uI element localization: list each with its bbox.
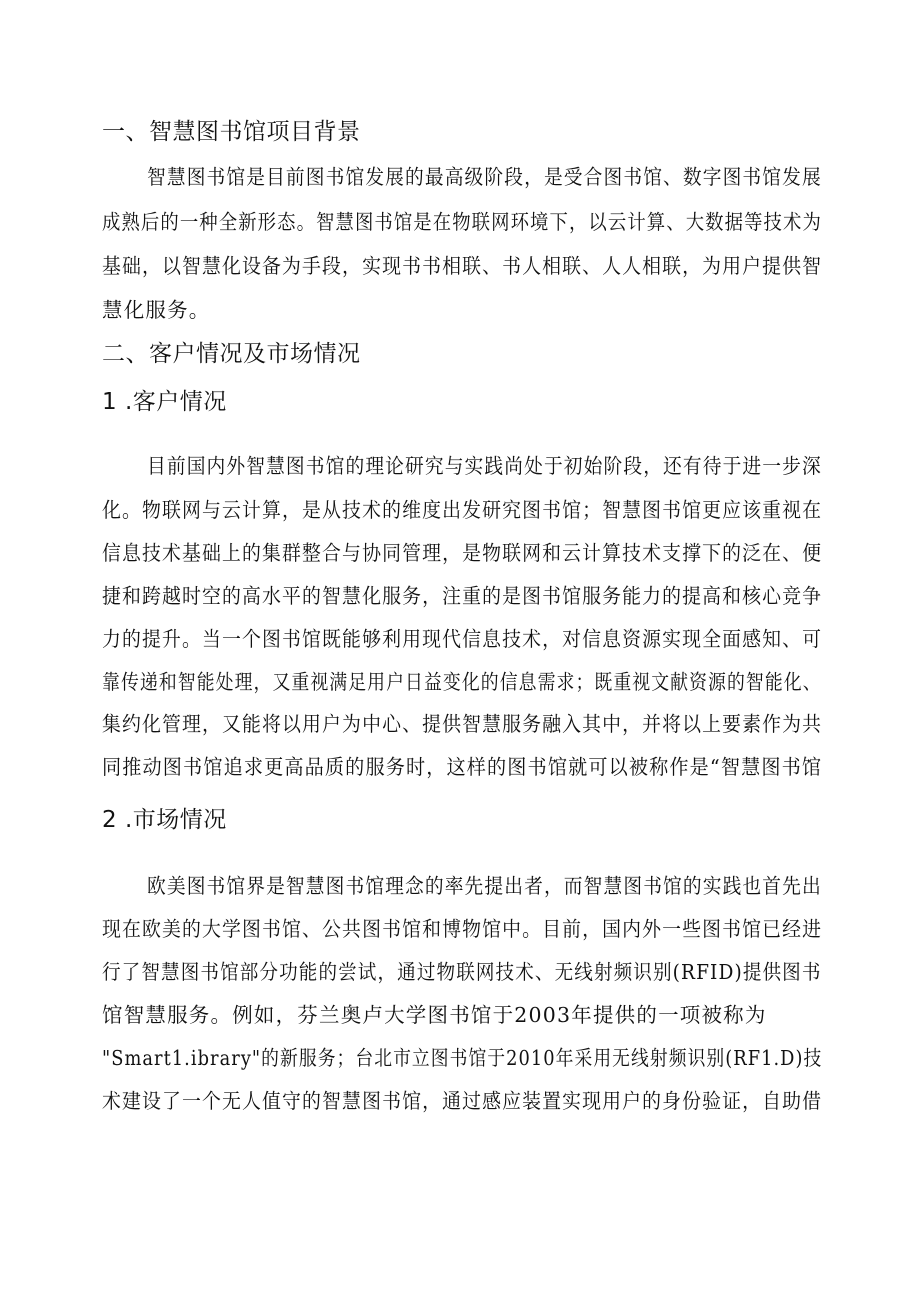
section-heading-customers-market: 二、客户情况及市场情况: [102, 341, 361, 367]
subsection-heading-market: 2 .市场情况: [102, 807, 227, 833]
paragraph-line: 术建设了一个无人值守的智慧图书馆，通过感应装置实现用户的身份验证，自助借: [102, 1089, 823, 1113]
paragraph-line: 基础，以智慧化设备为手段，实现书书相联、书人相联、人人相联，为用户提供智: [102, 254, 823, 278]
paragraph-line: 智慧图书馆是目前图书馆发展的最高级阶段，是受合图书馆、数字图书馆发展: [147, 165, 822, 189]
paragraph-line: 靠传递和智能处理，又重视满足用户日益变化的信息需求；既重视文献资源的智能化、: [102, 670, 822, 694]
paragraph-line: 信息技术基础上的集群整合与协同管理，是物联网和云计算技术支撑下的泛在、便: [102, 541, 823, 565]
paragraph-line: 同推动图书馆追求更高品质的服务时，这样的图书馆就可以被称作是“智慧图书馆: [102, 755, 823, 779]
section-heading-background: 一、智慧图书馆项目背景: [102, 119, 361, 145]
paragraph-line: 成熟后的一种全新形态。智慧图书馆是在物联网环境下，以云计算、大数据等技术为: [102, 210, 822, 234]
paragraph-line: 现在欧美的大学图书馆、公共图书馆和博物馆中。目前，国内外一些图书馆已经进: [102, 917, 823, 941]
paragraph-line: 力的提升。当一个图书馆既能够利用现代信息技术，对信息资源实现全面感知、可: [102, 627, 823, 651]
paragraph-line: 慧化服务。: [102, 298, 211, 322]
subsection-heading-customers: 1 .客户情况: [102, 389, 227, 415]
paragraph-line: 集约化管理，又能将以用户为中心、提供智慧服务融入其中，并将以上要素作为共: [102, 712, 823, 736]
paragraph-line: "Smart1.ibrary"的新服务；台北市立图书馆于2010年采用无线射频识别(RF1.D)技: [102, 1046, 823, 1070]
paragraph-line: 化。物联网与云计算，是从技术的维度出发研究图书馆；智慧图书馆更应该重视在: [102, 498, 823, 522]
paragraph-line: 捷和跨越时空的高水平的智慧化服务，注重的是图书馆服务能力的提高和核心竞争: [102, 584, 823, 608]
paragraph-line: 行了智慧图书馆部分功能的尝试，通过物联网技术、无线射频识别(RFID)提供图书: [102, 960, 822, 984]
paragraph-line: 目前国内外智慧图书馆的理论研究与实践尚处于初始阶段，还有待于进一步深: [147, 454, 822, 478]
paragraph-line: 馆智慧服务。例如，芬兰奥卢大学图书馆于2003年提供的一项被称为: [102, 1003, 767, 1027]
paragraph-line: 欧美图书馆界是智慧图书馆理念的率先提出者，而智慧图书馆的实践也首先出: [147, 874, 822, 898]
